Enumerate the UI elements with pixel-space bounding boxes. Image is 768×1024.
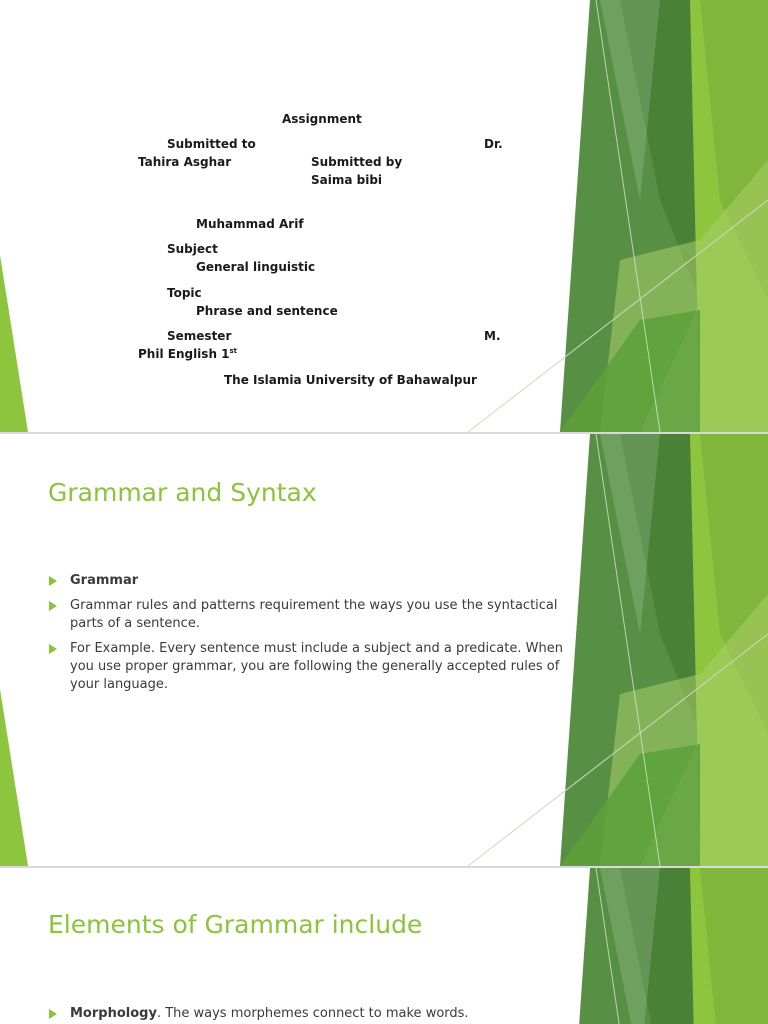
bullet-arrow-icon (49, 576, 57, 586)
topic-label: Topic (167, 286, 202, 300)
submitted-by-label: Submitted by (311, 155, 403, 169)
bullet-text: For Example. Every sentence must include a subject and a predicate. When you use proper grammar, you are following the generally accepted rules of your language. (70, 641, 563, 692)
bullet-list (48, 1005, 568, 1024)
slide-title: Elements of Grammar include (48, 910, 423, 939)
bullet-text: . The ways morphemes connect to make words. (156, 1006, 469, 1021)
dr-title: Dr. (484, 137, 503, 151)
bullet-item (48, 572, 568, 590)
green-facet-decoration (0, 868, 768, 1024)
bullet-arrow-icon (49, 644, 57, 654)
bullet-item (48, 597, 568, 633)
program-name (138, 346, 237, 363)
m-prefix: M. (484, 329, 501, 343)
semester-label: Semester (167, 329, 232, 343)
bullet-bold: Grammar (70, 573, 139, 588)
subject-label: Subject (167, 242, 218, 256)
second-student-name: Muhammad Arif (196, 217, 304, 231)
bullet-item (48, 640, 568, 694)
title-slide (0, 0, 768, 432)
bullet-item (48, 1005, 568, 1023)
student-name: Saima bibi (311, 173, 383, 187)
slide-title: Grammar and Syntax (48, 478, 317, 507)
university-name: The Islamia University of Bahawalpur (224, 373, 477, 387)
program-text: Phil English 1 (138, 347, 230, 361)
bullet-list (48, 572, 568, 701)
elements-of-grammar-slide (0, 868, 768, 1024)
bullet-bold: Morphology (70, 1006, 157, 1021)
subject-value: General linguistic (196, 260, 316, 274)
grammar-syntax-slide (0, 434, 768, 866)
assignment-heading: Assignment (282, 112, 362, 126)
bullet-text: Grammar rules and patterns requirement the ways you use the syntactical parts of a sentence. (70, 598, 558, 631)
program-sup: st (229, 347, 238, 355)
teacher-name: Tahira Asghar (138, 155, 232, 169)
bullet-arrow-icon (49, 601, 57, 611)
topic-value: Phrase and sentence (196, 304, 338, 318)
submitted-to-label: Submitted to (167, 137, 256, 151)
green-facet-decoration (0, 0, 768, 432)
bullet-arrow-icon (49, 1009, 57, 1019)
